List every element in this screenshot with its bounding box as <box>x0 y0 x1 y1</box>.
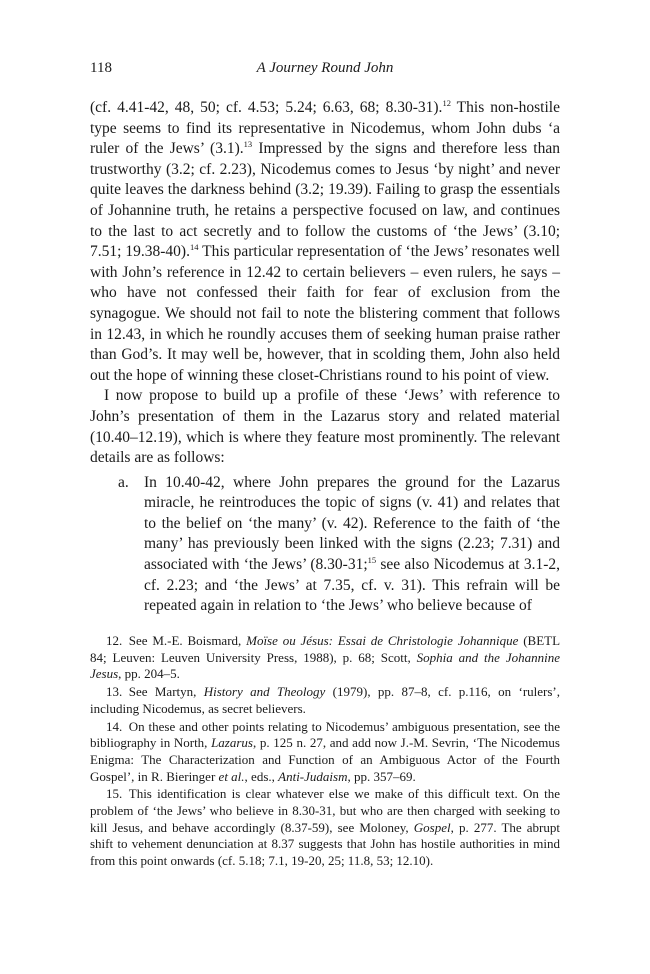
text-run: This identification is clear whatever else we make of this difficult text. On the problem of ‘the Jews’ who believe in 8.30-31, but who are then charged with seeking to kill Jesus, and behave accordingly (8.37-59), see Moloney, <box>90 786 560 835</box>
footnote-ref[interactable]: 13 <box>243 139 253 150</box>
text-run: (cf. 4.41-42, 48, 50; cf. 4.53; 5.24; 6.63, 68; 8.30-31). <box>90 99 443 116</box>
footnote <box>90 719 560 786</box>
body-paragraph: I now propose to build up a profile of these ‘Jews’ with reference to John’s presentation of them in the Lazarus story and related material (10.40–12.19), which is where they feature most prominently. The relevant details are as follows: <box>90 387 560 467</box>
list-marker: a. <box>118 473 129 491</box>
text-run: (BETL 84; Leuven: Leuven University Press, 1988), p. 68; Scott, <box>90 633 561 665</box>
footnote-number: 12. <box>106 633 123 648</box>
footnotes <box>90 633 560 871</box>
list-item <box>90 473 560 617</box>
text-run: See M.-E. Boismard, <box>128 633 247 648</box>
page-header <box>90 60 560 82</box>
italic-title: History and Theology <box>203 684 326 700</box>
italic-title: Sophia and the Johannine Jesus <box>90 649 560 682</box>
footnote <box>90 786 560 870</box>
text-run: , pp. 357–69. <box>347 768 416 784</box>
detail-list <box>90 473 560 617</box>
footnote-number: 14. <box>106 718 123 734</box>
text-run: , pp. 204–5. <box>118 666 180 682</box>
text-run: This non-hostile type seems to find its representative in Nicodemus, whom John dubs ‘a ruler of the Jews’ (3.1). <box>90 99 560 158</box>
page-number: 118 <box>90 60 112 76</box>
text-run: see also Nicodemus at 3.1-2, cf. 2.23; and ‘the Jews’ at 7.35, cf. v. 31). This refrain will be repeated again in relation to ‘the Jews’ who believe because of <box>144 556 560 615</box>
text-run: In 10.40-42, where John prepares the ground for the Lazarus miracle, he reintroduces the topic of signs (v. 41) and relates that to the belief on ‘the many’ (v. 42). Reference to the faith of ‘the many’ has previously been linked with the signs (2.23; 7.31) and associated with ‘the Jews’ (8.30-31; <box>144 473 560 574</box>
footnote <box>90 684 560 717</box>
text-run: (1979), pp. 87–8, cf. p.116, on ‘rulers’, including Nicodemus, as secret believers. <box>90 684 560 716</box>
running-title: A Journey Round John <box>256 60 394 76</box>
text-run: This particular representation of ‘the Jews’ resonates well with John’s reference in 12.42 to certain believers – even rulers, he says – who have not confessed their faith for fear of exclusion from the synagogue. We should not fail to note the blistering comment that follows in 12.43, in which he roundly accuses them of seeking human praise rather than God’s. It may well be, however, that in scolding them, John also held out the hope of winning these closet-Christians round to his point of view. <box>90 243 560 384</box>
text-run: On these and other points relating to Nicodemus’ ambiguous presentation, see the bibliography in North, <box>90 718 560 751</box>
footnote <box>90 633 560 683</box>
italic-title: Anti-Judaism <box>278 768 348 784</box>
italic-title: Lazarus <box>211 735 253 751</box>
footnote-ref[interactable]: 12 <box>442 97 451 108</box>
main-text <box>90 98 560 617</box>
text-run: , p. 277. The abrupt shift to vehement denunciation at 8.37 suggests that John has hostile authorities in mind from this point onwards (cf. 5.18; 7.1, 19-20, 25; 11.8, 53; 12.10). <box>90 819 560 869</box>
footnote-number: 15. <box>106 786 123 802</box>
italic-title: Moïse ou Jésus: Essai de Christologie Johannique <box>246 633 519 648</box>
body-paragraph <box>90 98 560 386</box>
text-run: , eds., <box>244 768 279 784</box>
footnote-ref[interactable]: 14 <box>189 242 199 252</box>
text-run: , p. 125 n. 27, and add now J.-M. Sevrin, ‘The Nicodemus Enigma: The Characterization and Function of an Ambiguous Actor of the Fourth Gospel’, in R. Bieringer <box>90 735 560 784</box>
footnote-number: 13. <box>106 684 123 700</box>
italic-title: Gospel <box>413 819 451 835</box>
text-run: Impressed by the signs and therefore less than trustworthy (3.2; cf. 2.23), Nicodemus comes to Jesus ‘by night’ and never quite leaves the darkness behind (3.2; 19.39). Failing to grasp the essentials of Johannine truth, he retains a perspective focused on law, and continues to the last to act secretly and to follow the customs of ‘the Jews’ (3.10; 7.51; 19.38-40). <box>90 140 560 261</box>
footnote-ref[interactable]: 15 <box>367 554 377 565</box>
text-run: See Martyn, <box>128 684 204 700</box>
italic-title: et al. <box>218 768 245 784</box>
